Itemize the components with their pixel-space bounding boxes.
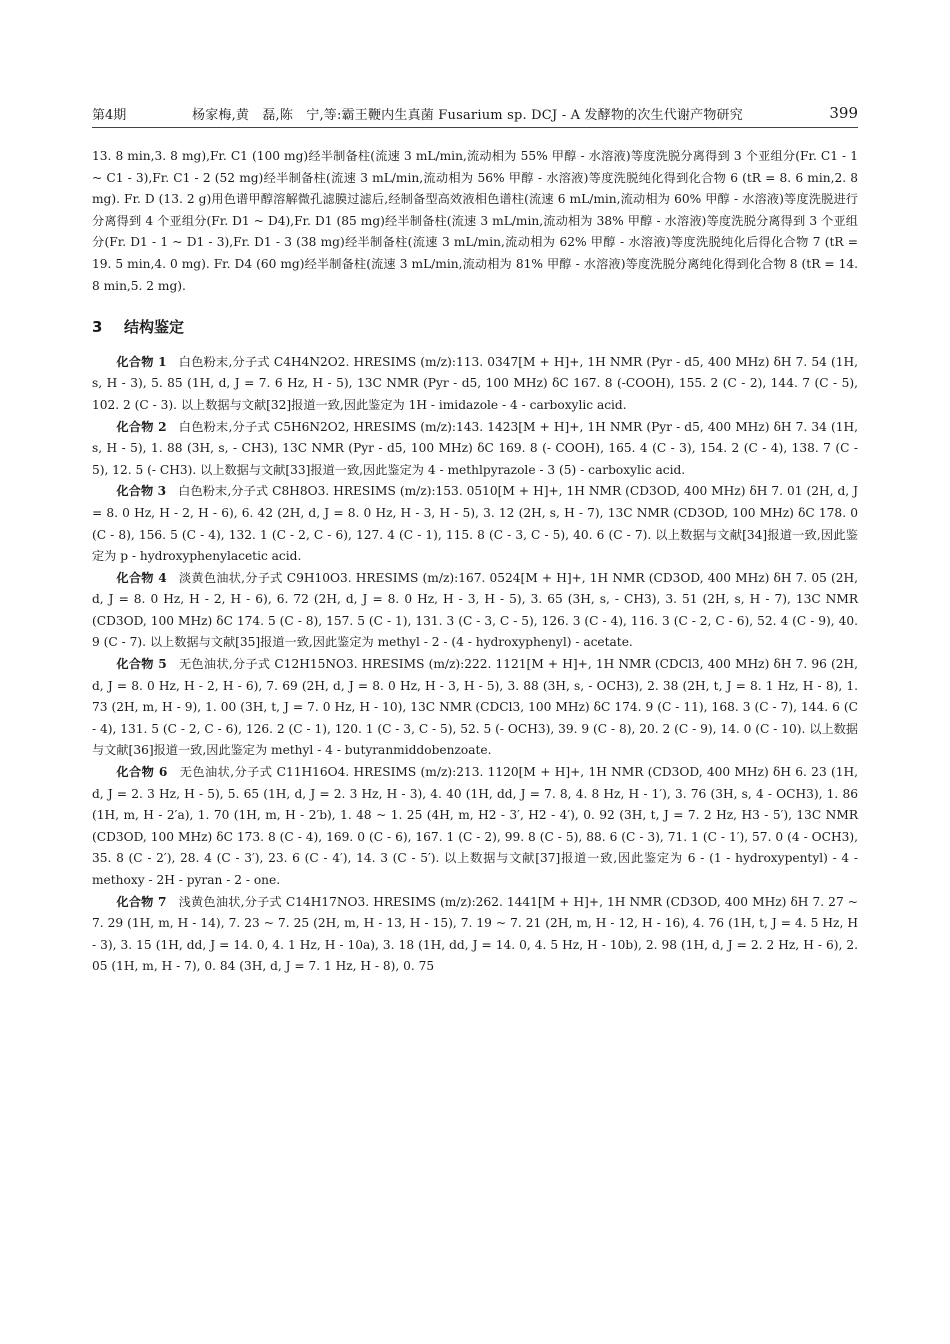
compound-paragraph — [92, 892, 858, 978]
compound-text: 无色油状,分子式 C11H16O4. HRESIMS (m/z):213. 1120[M + H]+, 1H NMR (CD3OD, 400 MHz) δH 6. 23 (1H, d, J = 2. 3 Hz, H - 5), 5. 65 (1H, d, J = 2. 3 Hz, H - 3), 4. 40 (1H, dd, J = 7. 8, 4. 8 Hz, H - 1′), 3. 76 (3H, s, 4 - OCH3), 1. 86 (1H, m, H - 2′a), 1. 70 (1H, m, H - 2′b), 1. 48 ~ 1. 25 (4H, m, H2 - 3′, H2 - 4′), 0. 92 (3H, t, J = 7. 2 Hz, H3 - 5′), 13C NMR (CD3OD, 100 MHz) δC 173. 8 (C - 4), 169. 0 (C - 6), 167. 1 (C - 2), 99. 8 (C - 5), 88. 6 (C - 3), 71. 1 (C - 1′), 57. 0 (4 - OCH3), 35. 8 (C - 2′), 28. 4 (C - 3′), 23. 6 (C - 4′), 14. 3 (C - 5′). 以上数据与文献[37]报道一致,因此鉴定为 6 - (1 - hydroxypentyl) - 4 - methoxy - 2H - pyran - 2 - one. — [92, 765, 859, 887]
compound-paragraph — [92, 417, 858, 482]
compound-label: 化合物 1 — [116, 354, 167, 369]
compound-label: 化合物 3 — [116, 484, 167, 499]
running-title: 杨家梅,黄 磊,陈 宁,等:霸王鞭内生真菌 Fusarium sp. DCJ - A 发酵物的次生代谢产物研究 — [192, 108, 743, 123]
header-rule — [92, 127, 858, 128]
compound-label: 化合物 4 — [116, 570, 167, 585]
compound-label: 化合物 5 — [116, 657, 167, 672]
section-title: 结构鉴定 — [124, 318, 185, 337]
compound-text: 白色粉末,分子式 C4H4N2O2. HRESIMS (m/z):113. 0347[M + H]+, 1H NMR (Pyr - d5, 400 MHz) δH 7. 54 (1H, s, H - 3), 5. 85 (1H, d, J = 7. 6 Hz, H - 5), 13C NMR (Pyr - d5, 100 MHz) δC 167. 8 (-COOH), 155. 2 (C - 2), 144. 7 (C - 5), 102. 2 (C - 3). 以上数据与文献[32]报道一致,因此鉴定为 1H - imidazole - 4 - carboxylic acid. — [92, 354, 858, 412]
intro-paragraph: 13. 8 min,3. 8 mg),Fr. C1 (100 mg)经半制备柱(流速 3 mL/min,流动相为 55% 甲醇 - 水溶液)等度洗脱分离得到 3 个亚组分(Fr. C1 - 1 ~ C1 - 3),Fr. C1 - 2 (52 mg)经半制备柱(流速 3 mL/min,流动相为 56% 甲醇 - 水溶液)等度洗脱纯化得到化合物 6 (tR = 8. 6 min,2. 8 mg). Fr. D (13. 2 g)用色谱甲醇溶解微孔滤膜过滤后,经制备型高效液相色谱柱(流速 6 mL/min,流动相为 60% 甲醇 - 水溶液)等度洗脱进行分离得到 4 个亚组分(Fr. D1 ~ D4),Fr. D1 (85 mg)经半制备柱(流速 3 mL/min,流动相为 38% 甲醇 - 水溶液)等度洗脱分离得到 3 个亚组分(Fr. D1 - 1 ~ D1 - 3),Fr. D1 - 3 (38 mg)经半制备柱(流速 3 mL/min,流动相为 62% 甲醇 - 水溶液)等度洗脱纯化后得化合物 7 (tR = 19. 5 min,4. 0 mg). Fr. D4 (60 mg)经半制备柱(流速 3 mL/min,流动相为 81% 甲醇 - 水溶液)等度洗脱分离纯化得到化合物 8 (tR = 14. 8 min,5. 2 mg). — [92, 149, 858, 293]
compound-paragraph — [92, 568, 858, 654]
compound-label: 化合物 2 — [116, 419, 167, 434]
article-body — [92, 146, 858, 978]
section-number: 3 — [92, 318, 103, 337]
compound-text: 淡黄色油状,分子式 C9H10O3. HRESIMS (m/z):167. 0524[M + H]+, 1H NMR (CD3OD, 400 MHz) δH 7. 05 (2H, d, J = 8. 0 Hz, H - 2, H - 6), 6. 72 (2H, d, J = 8. 0 Hz, H - 3, H - 5), 3. 65 (3H, s, - CH3), 3. 51 (2H, s, H - 7), 13C NMR (CD3OD, 100 MHz) δC 174. 5 (C - 8), 157. 5 (C - 1), 131. 3 (C - 3, C - 5), 126. 3 (C - 4), 116. 3 (C - 2, C - 6), 52. 4 (C - 9), 40. 9 (C - 7). 以上数据与文献[35]报道一致,因此鉴定为 methyl - 2 - (4 - hydroxyphenyl) - acetate. — [92, 570, 858, 650]
compound-text: 白色粉末,分子式 C5H6N2O2, HRESIMS (m/z):143. 1423[M + H]+, 1H NMR (Pyr - d5, 400 MHz) δH 7. 34 (1H, s, H - 5), 1. 88 (3H, s, - CH3), 13C NMR (Pyr - d5, 100 MHz) δC 169. 8 (- COOH), 165. 4 (C - 3), 154. 2 (C - 4), 138. 7 (C - 5), 12. 5 (- CH3). 以上数据与文献[33]报道一致,因此鉴定为 4 - methlpyrazole - 3 (5) - carboxylic acid. — [92, 419, 858, 477]
compound-paragraph — [92, 654, 858, 762]
page-number: 399 — [829, 104, 858, 122]
compound-text: 白色粉末,分子式 C8H8O3. HRESIMS (m/z):153. 0510[M + H]+, 1H NMR (CD3OD, 400 MHz) δH 7. 01 (2H, d, J = 8. 0 Hz, H - 2, H - 6), 6. 42 (2H, d, J = 8. 0 Hz, H - 3, H - 5), 3. 12 (2H, s, H - 7), 13C NMR (CD3OD, 100 MHz) δC 178. 0 (C - 8), 156. 5 (C - 4), 132. 1 (C - 2, C - 6), 127. 4 (C - 1), 115. 8 (C - 3, C - 5), 40. 6 (C - 7). 以上数据与文献[34]报道一致,因此鉴定为 p - hydroxyphenylacetic acid. — [92, 484, 858, 564]
compound-text: 无色油状,分子式 C12H15NO3. HRESIMS (m/z):222. 1121[M + H]+, 1H NMR (CDCl3, 400 MHz) δH 7. 96 (2H, d, J = 8. 0 Hz, H - 2, H - 6), 7. 69 (2H, d, J = 8. 0 Hz, H - 3, H - 5), 3. 88 (3H, s, - OCH3), 2. 38 (2H, t, J = 8. 1 Hz, H - 8), 1. 73 (2H, m, H - 9), 1. 00 (3H, t, J = 7. 0 Hz, H - 10), 13C NMR (CDCl3, 100 MHz) δC 174. 9 (C - 11), 168. 3 (C - 7), 144. 6 (C - 4), 131. 5 (C - 2, C - 6), 126. 2 (C - 1), 120. 1 (C - 3, C - 5), 52. 5 (- OCH3), 39. 9 (C - 8), 20. 2 (C - 9), 14. 0 (C - 10). 以上数据与文献[36]报道一致,因此鉴定为 methyl - 4 - butyranmiddobenzoate. — [92, 657, 858, 758]
compound-label: 化合物 7 — [116, 894, 167, 909]
compound-paragraph — [92, 352, 858, 417]
compound-text: 浅黄色油状,分子式 C14H17NO3. HRESIMS (m/z):262. 1441[M + H]+, 1H NMR (CD3OD, 400 MHz) δH 7. 27 ~ 7. 29 (1H, m, H - 14), 7. 23 ~ 7. 25 (2H, m, H - 13, H - 15), 7. 19 ~ 7. 21 (2H, m, H - 12, H - 16), 4. 76 (1H, t, J = 4. 5 Hz, H - 3), 3. 15 (1H, dd, J = 14. 0, 4. 1 Hz, H - 10a), 3. 18 (1H, dd, J = 14. 0, 4. 5 Hz, H - 10b), 2. 98 (1H, d, J = 2. 2 Hz, H - 6), 2. 05 (1H, m, H - 7), 0. 84 (3H, d, J = 7. 1 Hz, H - 8), 0. 75 — [92, 894, 858, 974]
section-heading — [92, 317, 858, 339]
compound-paragraph — [92, 481, 858, 567]
running-header — [92, 104, 858, 126]
compound-paragraph — [92, 762, 858, 892]
issue-number: 第4期 — [92, 108, 127, 123]
compound-label: 化合物 6 — [116, 765, 168, 780]
